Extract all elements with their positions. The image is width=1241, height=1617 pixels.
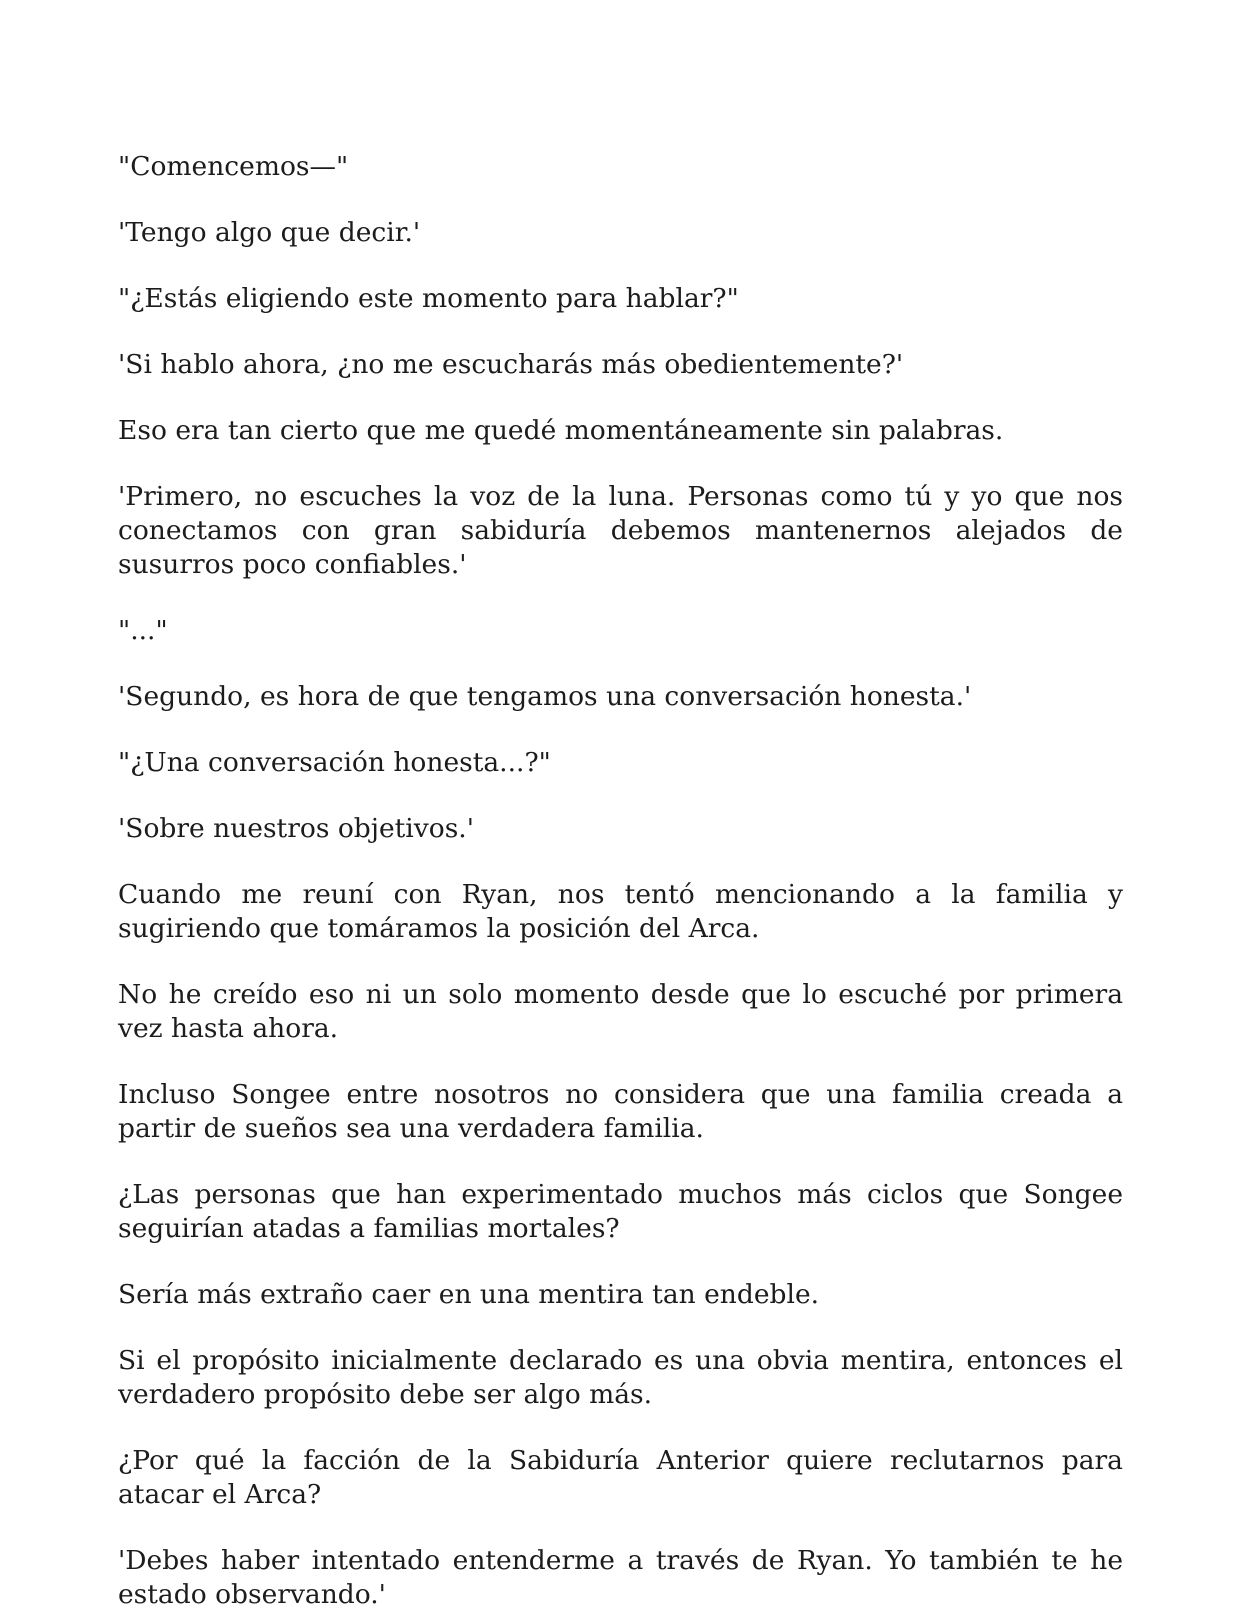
- paragraph: ¿Las personas que han experimentado muchos más ciclos que Songee seguirían atadas a familias mortales?: [118, 1179, 1123, 1244]
- paragraph: 'Primero, no escuches la voz de la luna. Personas como tú y yo que nos conectamos con gran sabiduría debemos mantenernos alejados de susurros poco confiables.': [118, 481, 1123, 580]
- paragraph: 'Debes haber intentado entenderme a través de Ryan. Yo también te he estado observando.': [118, 1545, 1123, 1610]
- paragraph: "...": [118, 615, 168, 646]
- paragraph: "Comencemos—": [118, 151, 349, 182]
- paragraph: "¿Estás eligiendo este momento para hablar?": [118, 283, 739, 314]
- paragraph: Si el propósito inicialmente declarado es una obvia mentira, entonces el verdadero propósito debe ser algo más.: [118, 1345, 1123, 1410]
- paragraph: 'Si hablo ahora, ¿no me escucharás más obedientemente?': [118, 349, 904, 380]
- paragraph: Incluso Songee entre nosotros no considera que una familia creada a partir de sueños sea una verdadera familia.: [118, 1079, 1123, 1144]
- paragraph: Sería más extraño caer en una mentira tan endeble.: [118, 1279, 820, 1310]
- paragraph: 'Sobre nuestros objetivos.': [118, 813, 475, 844]
- paragraph: Cuando me reuní con Ryan, nos tentó mencionando a la familia y sugiriendo que tomáramos la posición del Arca.: [118, 879, 1123, 944]
- paragraph: ¿Por qué la facción de la Sabiduría Anterior quiere reclutarnos para atacar el Arca?: [118, 1445, 1123, 1510]
- paragraph: No he creído eso ni un solo momento desde que lo escuché por primera vez hasta ahora.: [118, 979, 1123, 1044]
- document-body: [118, 150, 1123, 1617]
- paragraph: 'Tengo algo que decir.': [118, 217, 421, 248]
- paragraph: 'Segundo, es hora de que tengamos una conversación honesta.': [118, 681, 972, 712]
- paragraph: "¿Una conversación honesta...?": [118, 747, 551, 778]
- paragraph: Eso era tan cierto que me quedé momentáneamente sin palabras.: [118, 415, 1004, 446]
